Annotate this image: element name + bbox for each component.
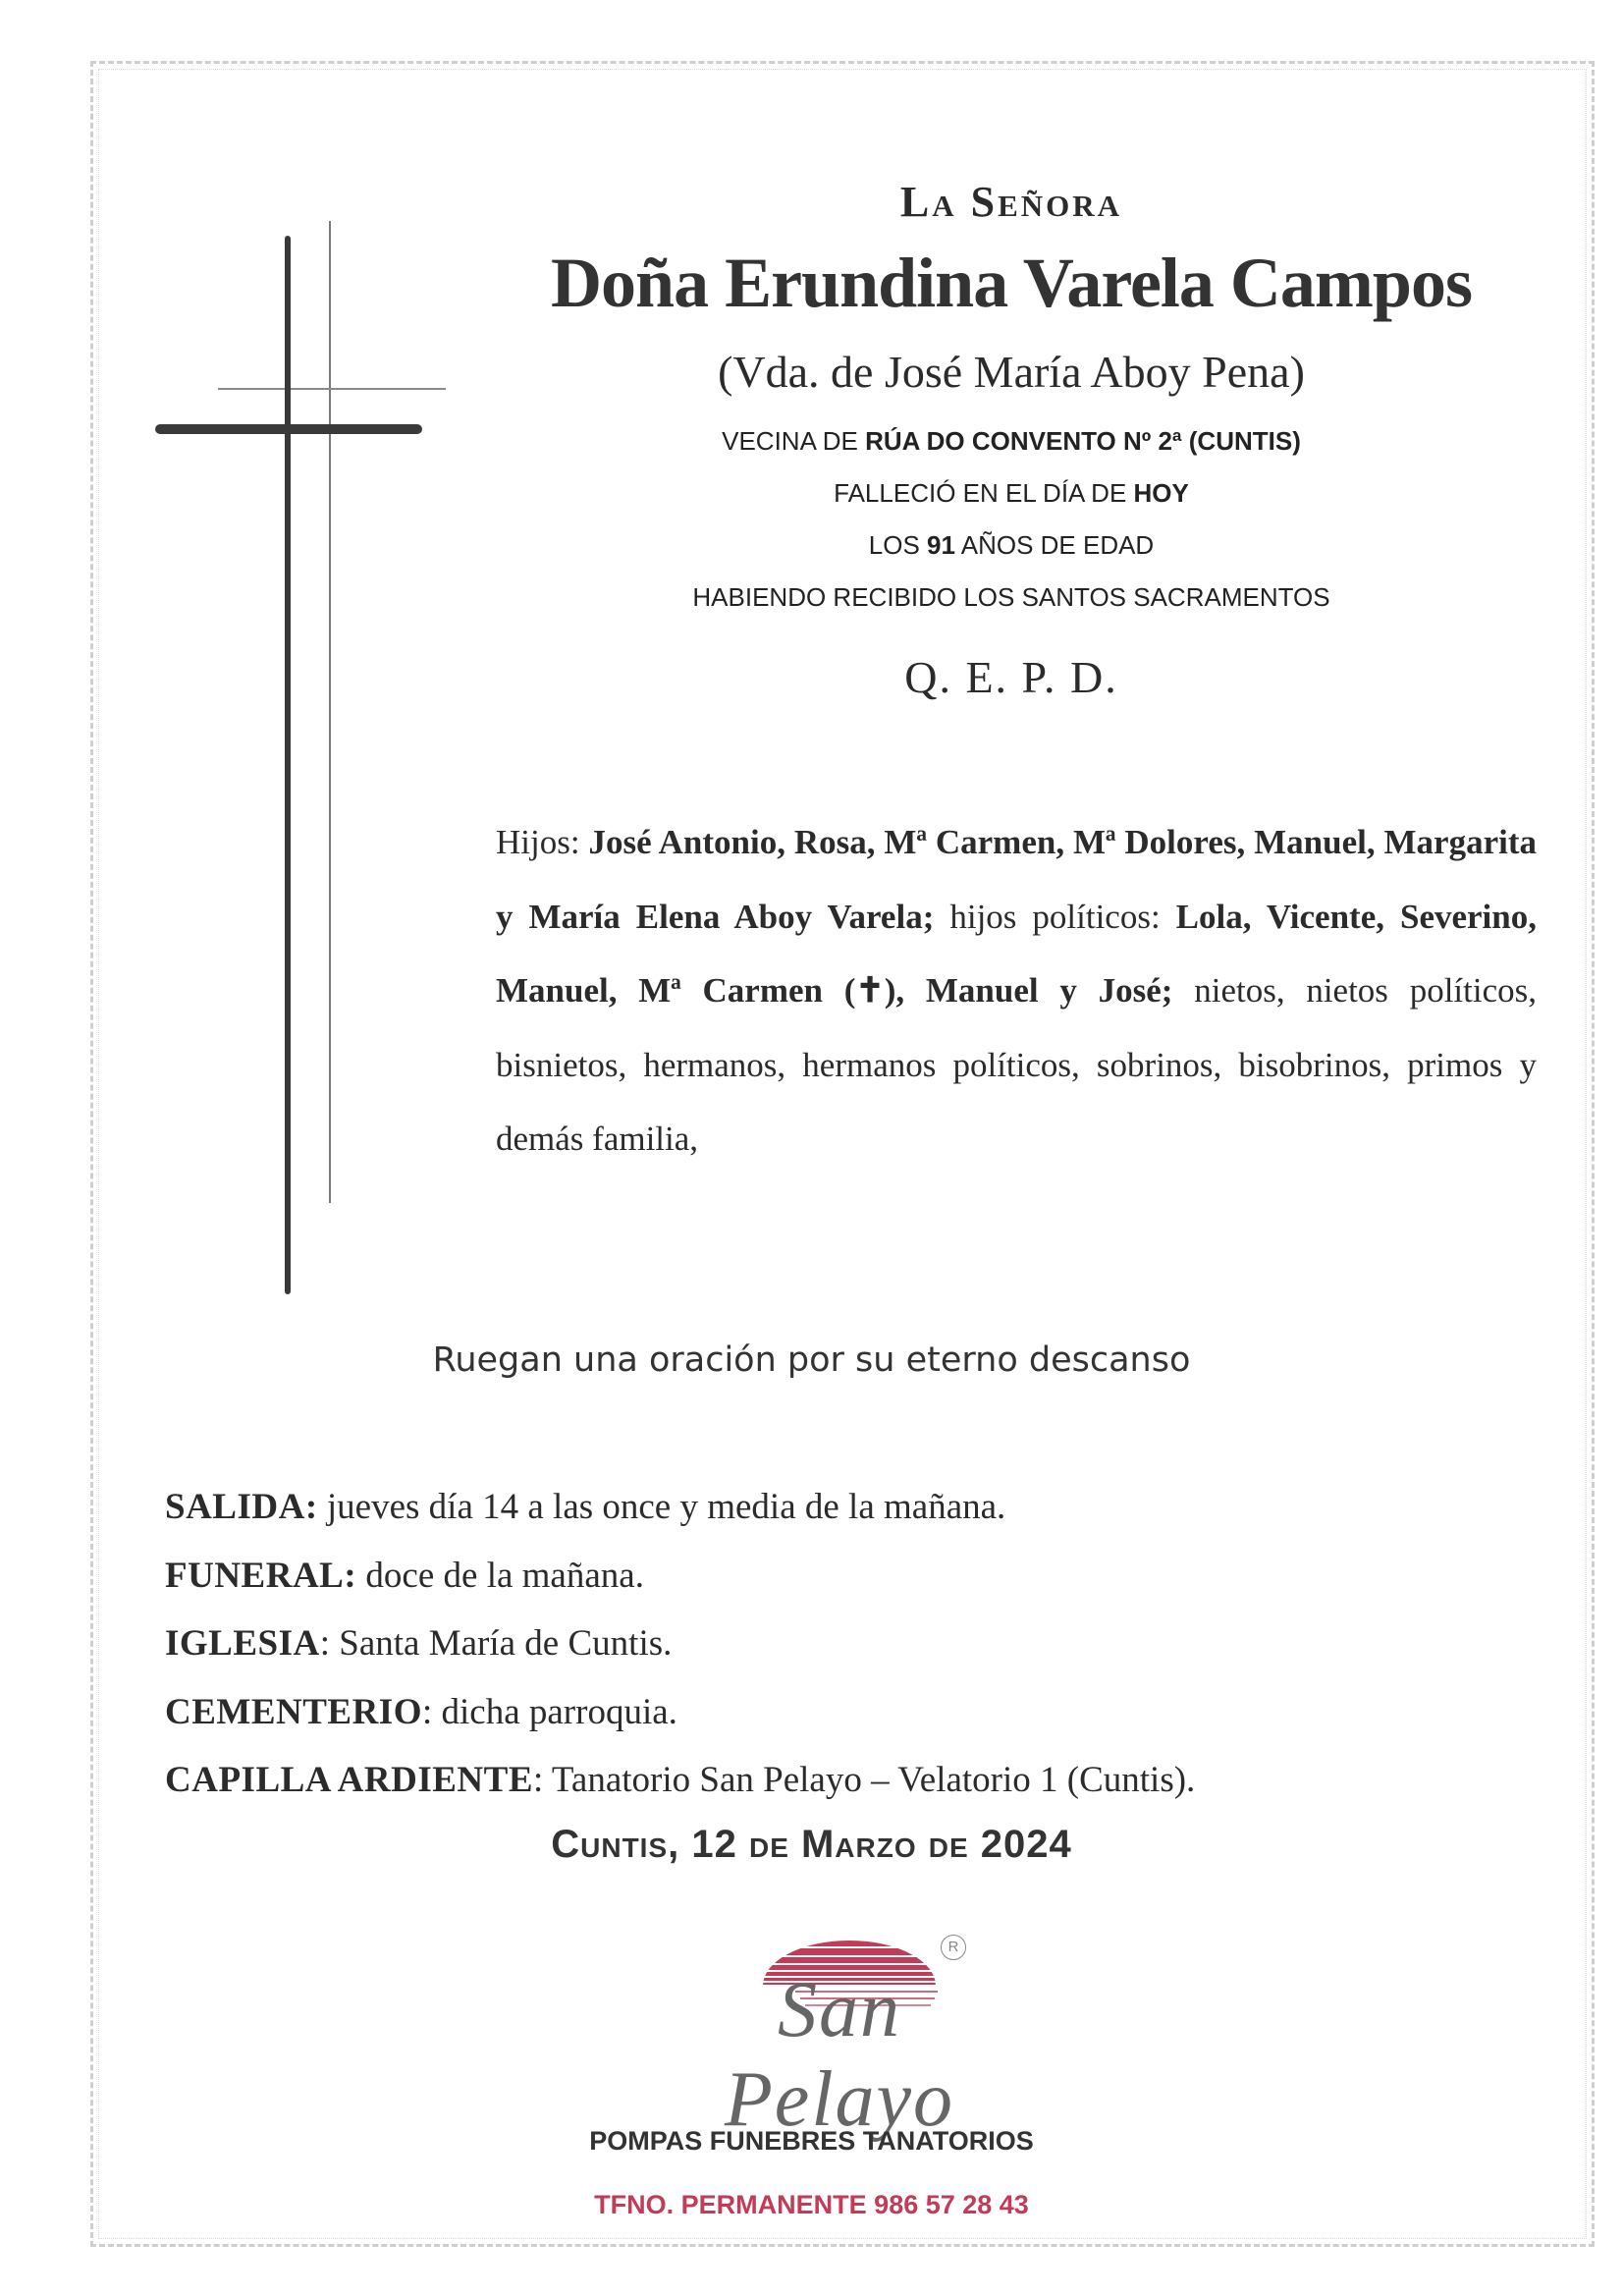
company-name: POMPAS FUNEBRES TANATORIOS (589, 2126, 1034, 2156)
logo-wordmark: San Pelayo (724, 1967, 955, 2143)
detail-capilla (165, 1746, 1559, 1815)
residence-address: RÚA DO CONVENTO Nº 2ª (CUNTIS) (865, 426, 1301, 456)
death-day-line (471, 467, 1551, 519)
deceased-name: Doña Erundina Varela Campos (551, 244, 1472, 322)
registered-mark-icon: R (941, 1935, 966, 1960)
qepd: Q. E. P. D. (904, 652, 1118, 702)
children-label: Hijos: (496, 823, 589, 861)
age-prefix: LOS (868, 530, 928, 560)
detail-label: FUNERAL: (165, 1555, 357, 1596)
detail-cementerio (165, 1678, 1559, 1747)
in-laws-label: hijos políticos: (934, 897, 1176, 936)
place-date: Cuntis, 12 de Marzo de 2024 (551, 1823, 1072, 1866)
death-day: HOY (1133, 478, 1189, 508)
detail-value: doce de la mañana. (356, 1555, 644, 1596)
sacraments-line: HABIENDO RECIBIDO LOS SANTOS SACRAMENTOS (692, 582, 1330, 612)
detail-salida (165, 1473, 1559, 1542)
detail-funeral (165, 1542, 1559, 1611)
residence-prefix: VECINA DE (722, 426, 866, 456)
cross-thin-vertical (329, 221, 331, 1203)
detail-value: jueves día 14 a las once y media de la mañana. (317, 1487, 1006, 1527)
age-line (471, 519, 1551, 572)
detail-label: CAPILLA ARDIENTE (165, 1760, 534, 1800)
prayer-request: Ruegan una oración por su eterno descanso (432, 1340, 1191, 1380)
detail-label: SALIDA: (165, 1487, 318, 1527)
other-relatives: nietos, nietos políticos, bisnietos, hermanos, hermanos políticos, sobrinos, bisobrinos, primos y demás familia, (496, 971, 1537, 1158)
cross-thin-horizontal (218, 388, 446, 390)
detail-iglesia (165, 1610, 1559, 1678)
age-suffix: AÑOS DE EDAD (954, 530, 1155, 560)
detail-value: : Santa María de Cuntis. (319, 1623, 673, 1664)
cross-thick-vertical (285, 236, 291, 1294)
widow-of: (Vda. de José María Aboy Pena) (718, 347, 1305, 397)
detail-label: IGLESIA (165, 1623, 320, 1664)
obituary-header (471, 177, 1551, 703)
children-names: José Antonio, Rosa, Mª Carmen, Mª Dolores, Manuel, Margarita y María Elena Aboy Varela; (496, 823, 1537, 936)
family-paragraph (496, 805, 1537, 1176)
ceremony-details (165, 1473, 1559, 1815)
detail-label: CEMENTERIO (165, 1691, 422, 1732)
salutation: La Señora (899, 178, 1123, 226)
company-phone: TFNO. PERMANENTE 986 57 28 43 (594, 2190, 1029, 2219)
in-laws-names: Lola, Vicente, Severino, Manuel, Mª Carmen (✝), Manuel y José; (496, 897, 1537, 1010)
detail-value: : dicha parroquia. (421, 1691, 677, 1732)
death-day-prefix: FALLECIÓ EN EL DÍA DE (834, 478, 1134, 508)
cross-thick-horizontal (155, 424, 422, 434)
age-value: 91 (927, 530, 955, 560)
detail-value: : Tanatorio San Pelayo – Velatorio 1 (Cuntis). (533, 1760, 1196, 1800)
residence-line (471, 415, 1551, 467)
